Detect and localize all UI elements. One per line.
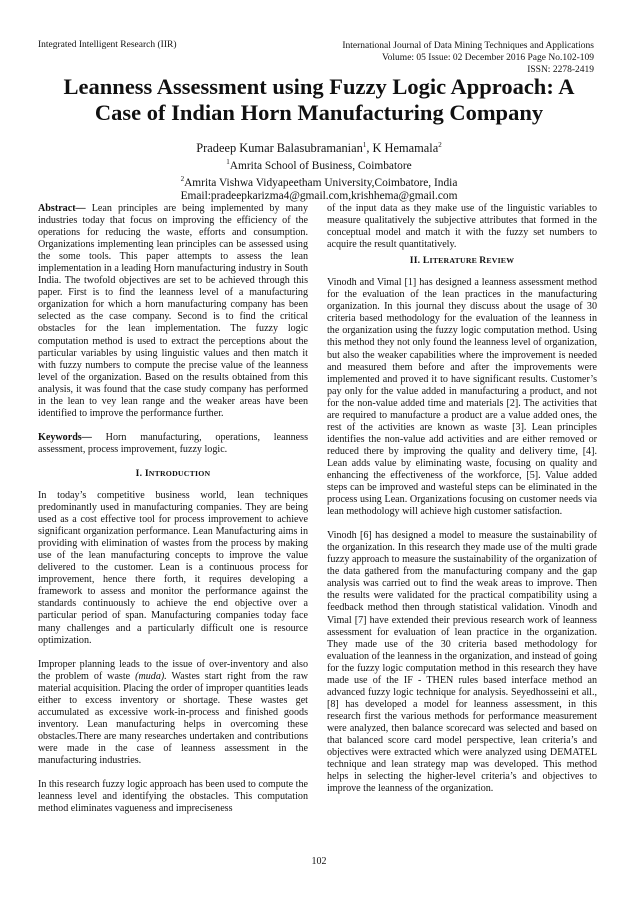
keywords [38, 432, 308, 456]
paper-title-line1: Leanness Assessment using Fuzzy Logic Approach: A [63, 74, 575, 99]
intro-paragraph-3-continued: of the input data as they make use of the linguistic variables to measure qualitatively the subjective attributes that formed in the conceptual model and match it with the fuzzy set numbers to acquire the result quantitatively. [327, 203, 597, 251]
left-column [38, 203, 308, 815]
abstract [38, 203, 308, 420]
journal-issn: ISSN: 2278-2419 [527, 65, 594, 75]
paper-title-line2: Case of Indian Horn Manufacturing Company [94, 100, 544, 125]
author-1: Pradeep Kumar Balasubramanian [196, 141, 363, 156]
muda-term: (muda). [135, 670, 167, 682]
author-1-affil-mark: 1 [362, 141, 367, 149]
journal-name: International Journal of Data Mining Techniques and Applications [342, 41, 594, 51]
paper-title [20, 74, 618, 126]
journal-info [342, 40, 594, 76]
author-block [20, 138, 618, 203]
literature-paragraph-1: Vinodh and Vimal [1] has designed a leanness assessment method for the evaluation of the lean practices in the manufacturing organization. In this journal they discuss about the usage of 30 criteria based methodology for the evaluation of the leanness in the organization using the fuzzy logic computation method. Using this method they not only found the leanness level of organization, but also the weaker capabilities where the improvement is needed and measured them before and after the improvements were implemented and proved it to have significant results. Customer’s pay only for the value added in manufacturing a product, and not for the non-value added time and materials [2]. The activities that are required to manufacture a product are a value added ones, the rest of the activities are known as waste [3]. Lean principles identifies the non-value add activities and are either removed or reduced there by improving the quality and delivery time, [4]. Lean adds value by eliminating waste, focusing on quality and enhancing the effectiveness of the workforce, [5]. Value added steps can be improved and wasteful steps can be eliminated in the process using Lean. Organizations focusing on customer needs via lean methodology will achieve high customer satisfaction. [327, 277, 597, 518]
section-heading-literature-review: II. LITERATURE REVIEW [409, 255, 515, 267]
journal-volume: Volume: 05 Issue: 02 December 2016 Page No.102-109 [382, 53, 594, 63]
abstract-text: Lean principles are being implemented by many industries today that focus on improving the efficiency of the operations for reducing the waste, efforts and consumption. Organizations implementing lean principles can be assessed using the some tools. This paper attempts to assess the lean implementation in a leading Horn manufacturing industry in South India. The twofold objectives are set to be achieved through this paper. First is to find the leanness level of a manufacturing organization for which a horn manufacturing company has been selected as the case company. Second is to find the critical obstacles for the lean implementation. The fuzzy logic computation method is used to extract the perceptions about the particular variables by using linguistic values and then match it with fuzzy numbers to compute the precise value of the leanness level of the organization. Based on the results obtained from this analysis, it was found that the case study company has performed in the lean to vey lean range and the weaker areas have been identified to improve the performance further. [38, 203, 308, 419]
author-emails: Email:pradeepkarizma4@gmail.com,krishhema@gmail.com [180, 190, 458, 203]
keywords-label: Keywords— [38, 431, 92, 443]
author-2-affil-mark: 2 [438, 141, 442, 149]
affiliation-2: $^2$Amrita Vishwa Vidyapeetham University,Coimbatore, India [180, 175, 458, 189]
page-number: 102 [311, 856, 327, 867]
right-column [327, 203, 597, 795]
intro-paragraph-1: In today’s competitive business world, lean techniques predominantly used in manufacturing companies. They are being used as a cost effective tool for process improvement to achieve significant organization performance. Lean Manufacturing aims in providing with elimination of wastes from the process by making use of the lean manufacturing concepts to improve the value delivered to the customer. Lean is a continuous process for improvement, hence there forth, it requires developing a framework to assess and monitor the performance against the standards continuously to achieve the end objective over a particular period of span. Manufacturing companies today face many challenges and a particularly difficult one is resource optimization. [38, 489, 308, 646]
affiliation-1: $^1$Amrita School of Business, Coimbatore [226, 158, 412, 172]
abstract-label: Abstract— [38, 203, 86, 214]
section-heading-introduction: I. INTRODUCTION [135, 467, 211, 479]
journal-publisher: Integrated Intelligent Research (IIR) [38, 40, 177, 50]
keywords-text: Horn manufacturing, operations, leanness assessment, process improvement, fuzzy logic. [38, 431, 308, 455]
intro-paragraph-2: Improper planning leads to the issue of over-inventory and also the problem of waste (muda). Wastes start right from the raw material acquisition. Placing the order of improper quantities leads either to excess inventory or shortage. These wastes get accumulated as excessive work-in-process and finished goods inventory. Lean manufacturing helps in overcoming these obstacles.There are many researches undertaken and contributions were made in the case of leanness assessment in the manufacturing industries. [38, 658, 309, 766]
intro-paragraph-3: In this research fuzzy logic approach has been used to compute the leanness level and identifying the obstacles. This computation method eliminates vagueness and impreciseness [38, 779, 308, 815]
literature-paragraph-2: Vinodh [6] has designed a model to measure the sustainability of the organization. In this research they made use of the multi grade fuzzy approach to measure the sustainability of the organization of the data gathered from the manufacturing company and the gap analysis was carried out to find the weak areas to improve. Then the results were validated for the practical compatibility using a feedback method then through statistical validation. Vinodh and Vimal [7] have extended their previous research work of leanness assessment for evaluation of lean practice in the organization. They made use of the 30 criteria based methodology for evaluation of the leanness in the organization, and instead of going for the fuzzy logic computation method in this research they have made use of the IF - THEN rules based interface method an advanced fuzzy logic technique for analysis. Seyedhosseini et all., [8] has developed a model for leanness assessment, in this research first the various methods for performance measurement were analyzed, then balance scorecard was selected and based on that balanced score card model perspective, lean criteria’s and objectives were extracted which were analyzed using DEMATEL technique and lean strategy map was developed. This method helps in selecting the higher-level criteria’s and objectives to improve the leanness of the organization. [327, 530, 597, 795]
author-names [20, 138, 618, 156]
author-2: , K Hemamala [366, 141, 439, 156]
